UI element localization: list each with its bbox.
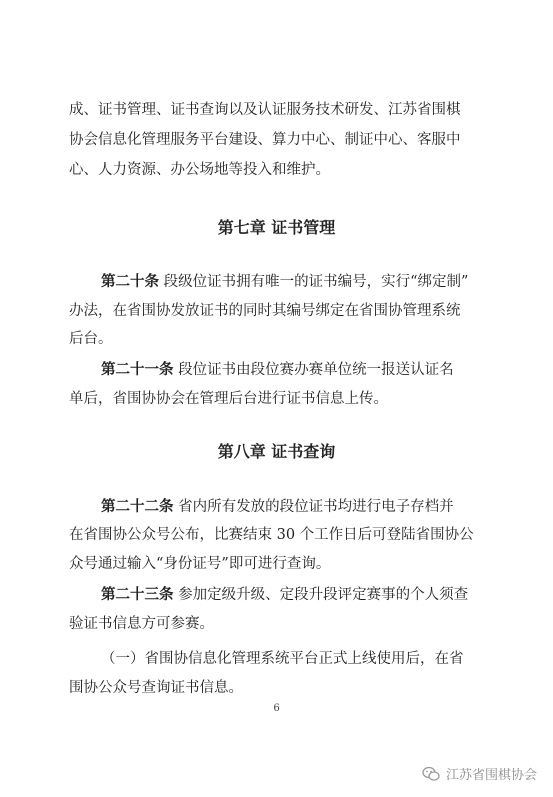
- article-label: 第二十三条: [101, 586, 174, 603]
- article-line: 众号通过输入“身份证号”即可进行查询。: [69, 556, 331, 572]
- watermark-text: 江苏省围棋协会: [445, 768, 537, 783]
- article-label: 第二十二条: [101, 498, 174, 515]
- article-line: [101, 497, 553, 517]
- article-line: 单后，省围协协会在管理后台进行证书信息上传。: [69, 391, 388, 407]
- watermark: [422, 764, 537, 783]
- article-line: [101, 585, 553, 605]
- list-item-line: 围协公众号查询证书信息。: [69, 680, 243, 696]
- chapter-heading: 第八章 证书查询: [217, 442, 336, 461]
- paragraph-line: 成、证书管理、证书查询以及认证服务技术研发、江苏省围棋: [69, 102, 461, 118]
- article-text: 省内所有发放的段位证书均进行电子存档并: [173, 499, 454, 515]
- paragraph-line: 心、人力资源、办公场地等投入和维护。: [69, 162, 330, 178]
- chapter-heading: 第七章 证书管理: [217, 218, 336, 237]
- article-line: 验证书信息方可参赛。: [69, 616, 214, 632]
- article-text: 段级位证书拥有唯一的证书编号，实行“绑定制”: [159, 274, 469, 290]
- paragraph-line: 协会信息化管理服务平台建设、算力中心、制证中心、客服中: [69, 132, 461, 148]
- article-line: 办法，在省围协发放证书的同时其编号绑定在省围协管理系统: [69, 303, 461, 319]
- wechat-icon: [422, 766, 440, 782]
- article-line: 在省围协公众号公布，比赛结束 30 个工作日后可登陆省围协公: [69, 527, 474, 543]
- article-line: 后台。: [69, 331, 113, 347]
- page-number: 6: [273, 703, 280, 714]
- article-text: 参加定级升级、定段升段评定赛事的个人须查: [173, 587, 469, 603]
- article-label: 第二十一条: [101, 361, 174, 378]
- article-text: 段位证书由段位赛办赛单位统一报送认证名: [173, 362, 454, 378]
- article-line: [101, 272, 553, 292]
- list-item-line: （一）省围协信息化管理系统平台正式上线使用后，在省: [101, 651, 464, 667]
- article-line: [101, 360, 553, 380]
- article-label: 第二十条: [101, 273, 159, 290]
